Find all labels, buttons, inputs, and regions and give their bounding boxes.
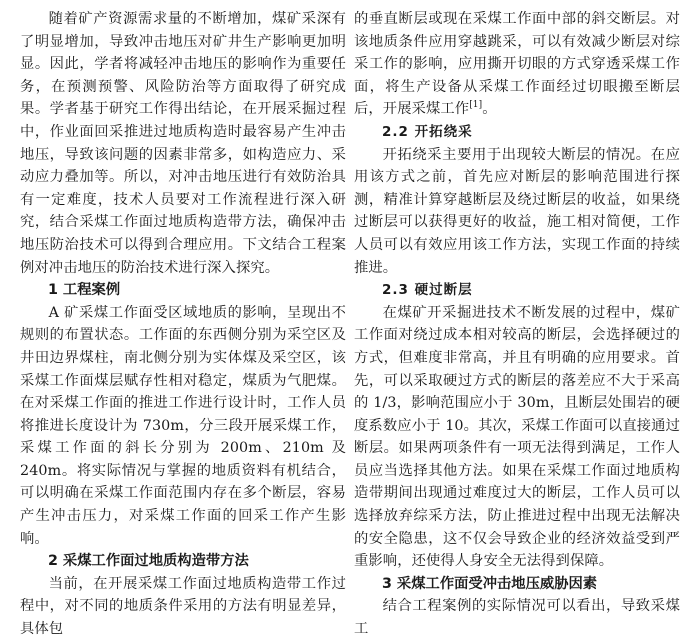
subsection-heading-2-2: 2.2 开拓绕采 xyxy=(382,123,473,140)
section-heading-1: 1 工程案例 xyxy=(48,282,121,299)
subsection-heading-2-3: 2.3 硬过断层 xyxy=(382,282,473,299)
section-heading-3: 3 采煤工作面受冲击地压威胁因素 xyxy=(382,575,598,592)
continued-text: 的垂直断层或现在采煤工作面中部的斜交断层。对该地质条件应用穿越跳采，可以有效减少断层对综采工作的影响，应用撕开切眼的方式穿透采煤工作面，将生产设备从采煤工作面经过切眼搬至断层后，开展采煤工作 xyxy=(354,11,680,118)
section-heading-2: 2 采煤工作面过地质构造带方法 xyxy=(48,553,249,570)
factors-paragraph: 结合工程案例的实际情况可以看出，导致采煤工 xyxy=(354,598,680,638)
intro-paragraph: 随着矿产资源需求量的不断增加，煤矿采深有了明显增加，导致冲击地压对矿井生产影响更加明显。因此，学者将减轻冲击地压的影响作为重要任务，在预测预警、风险防治等方面取得了研究成果。学者基于研究工作得出结论，在开展采掘过程中，作业面回采推进过地质构造时最容易产生冲击地压，导致该问题的因素非常多，如构造应力、采动应力叠加等。所以，对冲击地压进行有效防治具有一定难度，技术人员要对工作流程进行深入研究，结合采煤工作面过地质构造带方法，确保冲击地压防治技术可以得到合理应用。下文结合工程案例对冲击地压的防治技术进行深入探究。 xyxy=(20,11,346,276)
case-paragraph: A 矿采煤工作面受区域地质的影响，呈现出不规则的布置状态。工作面的东西侧分别为采空区及井田边界煤柱，南北侧分别为实体煤及采空区，该采煤工作面煤层赋存性相对稳定，煤质为气肥煤。在对采煤工作面的推进工作进行设计时，工作人员将推进长度设计为 730m，分三段开展采煤工作，采煤工作面的斜长分别为 200m、210m 及 240m。将实际情况与掌握的地质资料有机结合，可以明确在采煤工作面范围内存在多个断层，容易产生冲击压力，对采煤工作面的回采工作产生影响。 xyxy=(20,304,346,547)
citation-ref: [1] xyxy=(469,100,483,111)
right-column xyxy=(354,8,680,641)
continued-end: 。 xyxy=(482,101,497,118)
detour-paragraph: 开拓绕采主要用于出现较大断层的情况。在应用该方式之前，首先应对断层的影响范围进行探测，精准计算穿越断层及绕过断层的收益，如果绕过断层可以获得更好的收益，施工相对简便，工作人员可以有效应用该工作方法，实现工作面的持续推进。 xyxy=(354,146,680,276)
method-paragraph: 当前，在开展采煤工作面过地质构造带工作过程中，对不同的地质条件采用的方法有明显差异，具体包 xyxy=(20,575,346,638)
continued-paragraph xyxy=(354,8,680,121)
left-column xyxy=(20,8,346,641)
hard-pass-paragraph: 在煤矿开采掘进技术不断发展的过程中，煤矿工作面对绕过成本相对较高的断层，会选择硬过的方式，但难度非常高，并且有明确的应用要求。首先，可以采取硬过方式的断层的落差应不大于采高的 1/3，影响范围应小于 30m，且断层处围岩的硬度系数应小于 10。其次，采煤工作面可以直接通过断层。如果两项条件有一项无法得到满足，工作人员应当选择其他方法。如果在采煤工作面过地质构造带期间出现通过难度过大的断层，工作人员可以选择放弃综采方法，防止推进过程中出现无法解决的安全隐患，这不仅会导致企业的经济效益受到严重影响，还使得人身安全无法得到保障。 xyxy=(354,304,680,570)
